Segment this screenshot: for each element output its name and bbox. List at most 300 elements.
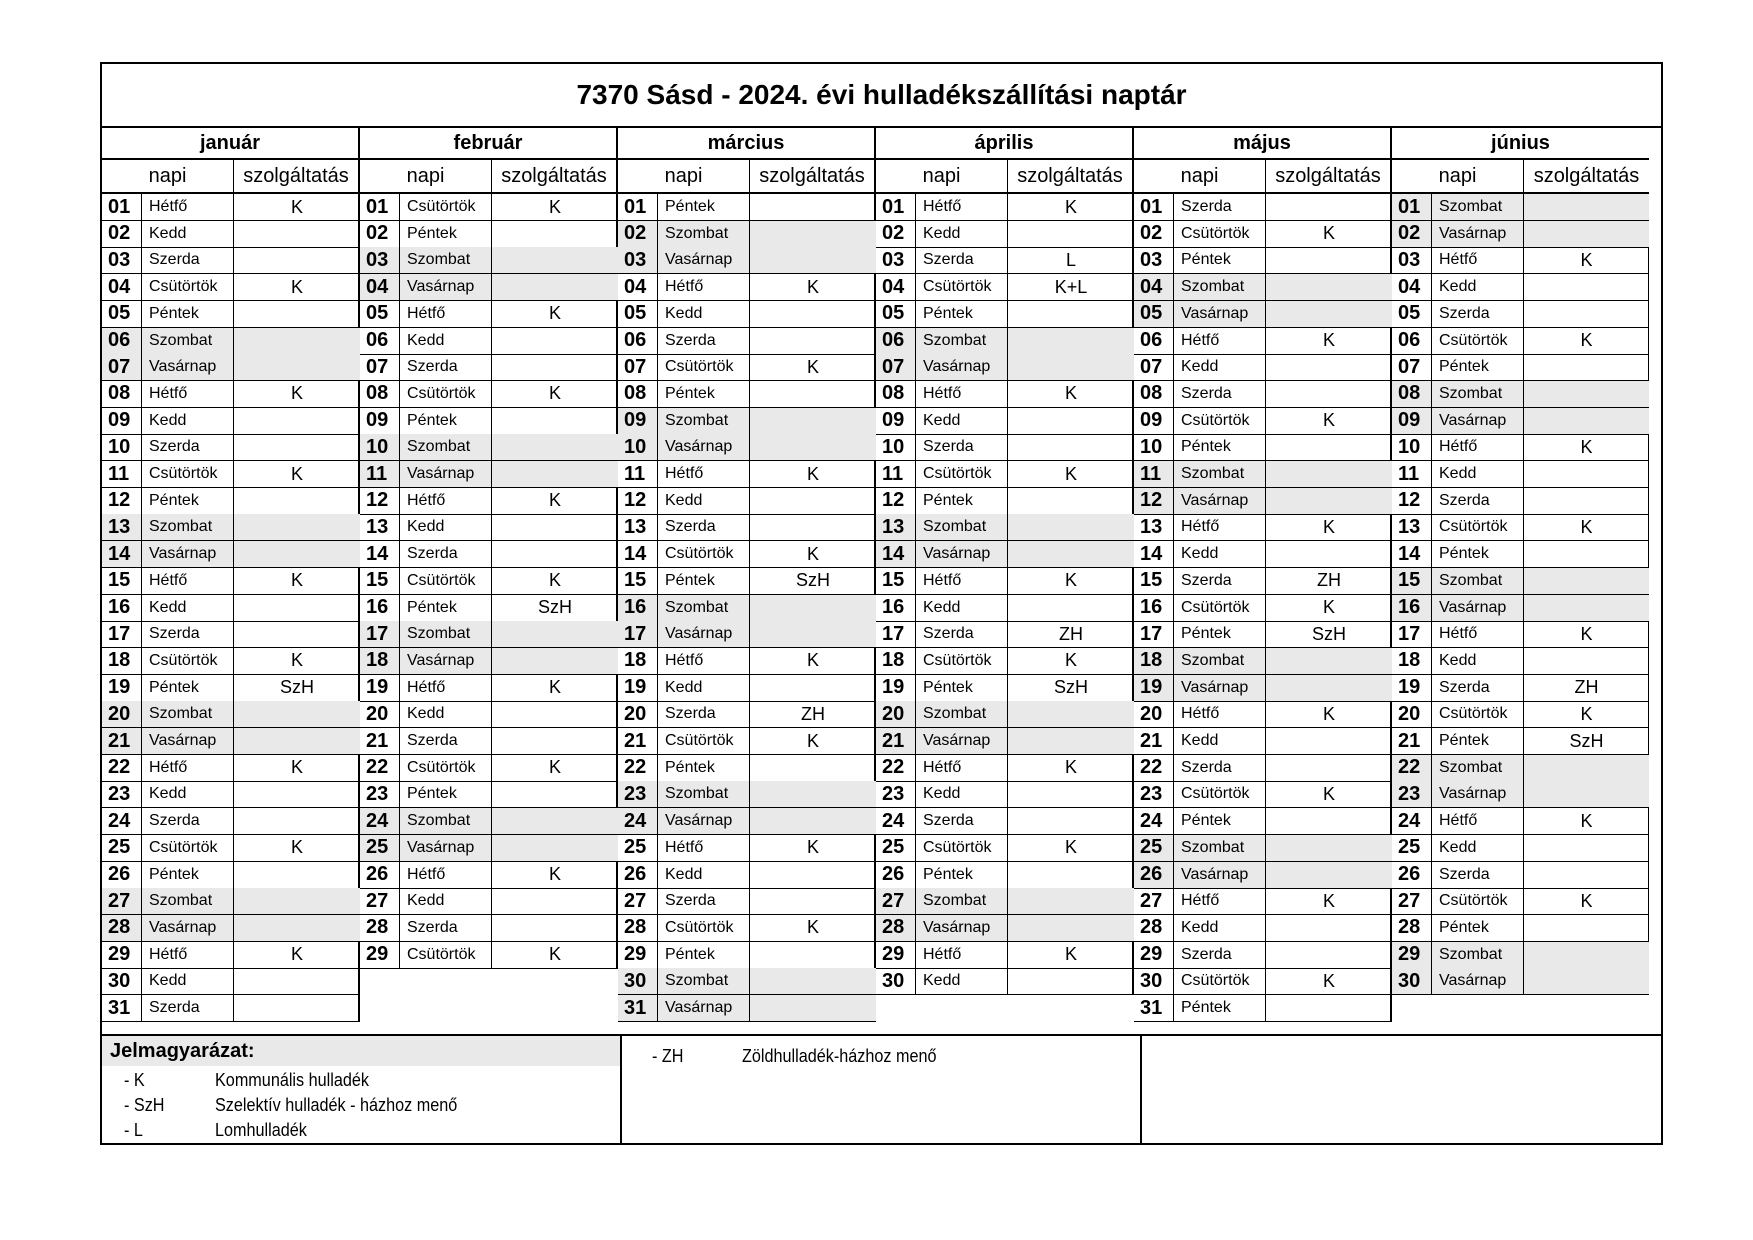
table-row — [360, 621, 618, 648]
day-number: 21 — [1392, 728, 1432, 754]
service-code — [492, 221, 618, 247]
table-row — [102, 755, 360, 782]
table-row — [102, 434, 360, 461]
table-row — [1134, 942, 1392, 969]
table-row — [102, 781, 360, 808]
service-code — [750, 595, 876, 621]
weekday-name: Péntek — [400, 408, 492, 434]
service-code — [1524, 968, 1649, 994]
service-code: K — [1064, 944, 1077, 965]
weekday-name: Kedd — [400, 514, 492, 540]
service-code: K — [1064, 570, 1077, 591]
day-number: 22 — [102, 755, 142, 781]
table-row — [1392, 942, 1649, 969]
weekday-name: Szombat — [400, 247, 492, 273]
day-number: 06 — [102, 328, 142, 354]
table-row — [618, 514, 876, 541]
day-number: 17 — [1392, 621, 1432, 647]
table-row — [876, 408, 1134, 435]
table-row — [1134, 648, 1392, 675]
table-row — [618, 942, 876, 969]
weekday-name: Kedd — [916, 781, 1008, 807]
day-number: 16 — [876, 595, 916, 621]
service-code — [1266, 461, 1392, 487]
legend-title: Jelmagyarázat: — [102, 1036, 620, 1066]
service-code — [1008, 541, 1134, 567]
table-row — [102, 488, 360, 515]
day-number: 01 — [1134, 194, 1174, 220]
service-code — [492, 621, 618, 647]
day-number: 20 — [102, 701, 142, 727]
weekday-name: Kedd — [1174, 541, 1266, 567]
legend — [102, 1034, 1661, 1145]
service-code — [234, 888, 360, 914]
day-number: 24 — [102, 808, 142, 834]
weekday-name: Szombat — [142, 514, 234, 540]
table-row — [1134, 862, 1392, 889]
weekday-name: Szerda — [1174, 755, 1266, 781]
weekday-name: Csütörtök — [658, 728, 750, 754]
service-code — [234, 781, 360, 807]
weekday-name: Hétfő — [1432, 808, 1524, 834]
day-number: 17 — [102, 621, 142, 647]
weekday-name: Csütörtök — [1432, 888, 1524, 914]
table-row — [618, 968, 876, 995]
weekday-name: Szerda — [400, 728, 492, 754]
day-number: 14 — [1392, 541, 1432, 567]
day-number: 30 — [618, 968, 658, 994]
weekday-name: Szombat — [658, 408, 750, 434]
weekday-name: Szombat — [142, 328, 234, 354]
weekday-name: Kedd — [142, 781, 234, 807]
day-number: 15 — [1392, 568, 1432, 594]
service-code — [1266, 274, 1392, 300]
weekday-name: Szombat — [916, 701, 1008, 727]
table-row — [876, 354, 1134, 381]
table-row — [102, 728, 360, 755]
weekday-name: Vasárnap — [916, 354, 1008, 380]
table-row — [1392, 862, 1649, 889]
table-row — [1392, 835, 1649, 862]
table-row — [1392, 274, 1649, 301]
table-row — [876, 221, 1134, 248]
service-code — [1008, 701, 1134, 727]
day-number: 07 — [618, 354, 658, 380]
table-row — [1134, 381, 1392, 408]
service-code: K — [1322, 330, 1335, 350]
day-number: 23 — [102, 781, 142, 807]
weekday-name: Kedd — [1174, 728, 1266, 754]
day-number: 25 — [102, 835, 142, 861]
month-name: január — [102, 128, 360, 160]
table-row — [1134, 595, 1392, 622]
service-code — [234, 488, 360, 514]
table-row — [360, 274, 618, 301]
day-number: 23 — [876, 781, 916, 807]
service-code: SzH — [1569, 730, 1604, 751]
weekday-name: Szombat — [400, 808, 492, 834]
table-row — [1134, 808, 1392, 835]
table-row — [1134, 701, 1392, 728]
service-code — [234, 301, 360, 327]
weekday-name: Péntek — [142, 862, 234, 888]
service-code — [234, 862, 360, 888]
service-code: K+L — [1054, 276, 1088, 297]
weekday-name: Vasárnap — [658, 808, 750, 834]
service-code — [1266, 808, 1392, 834]
table-row — [360, 514, 618, 541]
table-row — [876, 541, 1134, 568]
day-number: 20 — [618, 701, 658, 727]
table-row — [360, 808, 618, 835]
weekday-name: Szerda — [658, 514, 750, 540]
table-row — [102, 835, 360, 862]
weekday-name: Hétfő — [1174, 514, 1266, 540]
weekday-name: Szerda — [142, 434, 234, 460]
table-row — [102, 888, 360, 915]
service-code: K — [1322, 410, 1335, 431]
day-number: 19 — [360, 675, 400, 701]
table-row — [102, 247, 360, 274]
day-number: 08 — [876, 381, 916, 407]
weekday-name: Hétfő — [916, 568, 1008, 594]
day-number: 23 — [1134, 781, 1174, 807]
weekday-name: Szombat — [400, 434, 492, 460]
service-code: K — [1580, 623, 1593, 644]
day-number: 08 — [1134, 381, 1174, 407]
weekday-name: Hétfő — [400, 862, 492, 888]
table-row — [618, 755, 876, 782]
weekday-name: Péntek — [916, 862, 1008, 888]
day-number: 03 — [618, 247, 658, 273]
weekday-name: Szombat — [916, 328, 1008, 354]
table-row — [618, 194, 876, 221]
weekday-name: Szerda — [658, 888, 750, 914]
table-row — [618, 808, 876, 835]
table-row — [876, 728, 1134, 755]
table-row — [618, 408, 876, 435]
day-number: 06 — [876, 328, 916, 354]
service-code — [234, 247, 360, 273]
weekday-name: Szombat — [142, 701, 234, 727]
day-number: 27 — [1134, 888, 1174, 914]
day-number: 02 — [102, 221, 142, 247]
table-row — [876, 755, 1134, 782]
day-number: 17 — [876, 621, 916, 647]
service-code — [750, 434, 876, 460]
column-header-napi: napi — [360, 160, 492, 194]
service-code: K — [290, 650, 303, 671]
day-number: 01 — [618, 194, 658, 220]
day-number: 12 — [1392, 488, 1432, 514]
service-code — [1008, 328, 1134, 354]
day-number: 13 — [876, 514, 916, 540]
weekday-name: Vasárnap — [400, 274, 492, 300]
service-code: K — [1064, 196, 1077, 217]
service-code — [750, 862, 876, 888]
service-code — [1266, 648, 1392, 674]
day-number: 28 — [876, 915, 916, 941]
day-number: 28 — [1134, 915, 1174, 941]
day-number: 15 — [1134, 568, 1174, 594]
day-number: 04 — [360, 274, 400, 300]
weekday-name: Péntek — [400, 595, 492, 621]
day-number: 09 — [1392, 408, 1432, 434]
day-number: 20 — [1134, 701, 1174, 727]
table-row — [1134, 301, 1392, 328]
month-name: február — [360, 128, 618, 160]
day-number: 18 — [360, 648, 400, 674]
service-code — [1008, 888, 1134, 914]
day-number: 07 — [876, 354, 916, 380]
day-number: 09 — [360, 408, 400, 434]
day-number: 02 — [360, 221, 400, 247]
service-code — [234, 541, 360, 567]
day-number: 21 — [360, 728, 400, 754]
service-code: K — [1322, 783, 1335, 804]
weekday-name: Péntek — [1174, 995, 1266, 1021]
column-header-napi: napi — [1134, 160, 1266, 194]
service-code — [234, 328, 360, 354]
weekday-name: Kedd — [142, 595, 234, 621]
day-number: 29 — [876, 942, 916, 968]
service-code — [1008, 434, 1134, 460]
service-code — [1266, 301, 1392, 327]
weekday-name: Szerda — [142, 808, 234, 834]
day-number: 19 — [102, 675, 142, 701]
day-number: 04 — [102, 274, 142, 300]
table-row — [1392, 381, 1649, 408]
weekday-name: Kedd — [658, 301, 750, 327]
service-code — [1524, 568, 1649, 594]
weekday-name: Szerda — [1432, 862, 1524, 888]
table-row — [876, 301, 1134, 328]
weekday-name: Vasárnap — [1174, 301, 1266, 327]
day-number: 10 — [1134, 434, 1174, 460]
service-code — [234, 434, 360, 460]
service-code: SzH — [795, 570, 830, 591]
day-number: 29 — [1134, 942, 1174, 968]
table-row — [876, 888, 1134, 915]
table-row — [1134, 995, 1392, 1022]
table-row — [618, 247, 876, 274]
weekday-name: Vasárnap — [400, 461, 492, 487]
service-code — [1008, 301, 1134, 327]
weekday-name: Péntek — [658, 568, 750, 594]
table-row — [1392, 888, 1649, 915]
weekday-name: Szombat — [142, 888, 234, 914]
table-row — [618, 381, 876, 408]
service-code: K — [290, 837, 303, 858]
day-number: 29 — [102, 942, 142, 968]
table-row — [102, 915, 360, 942]
day-number: 16 — [1134, 595, 1174, 621]
day-number: 05 — [360, 301, 400, 327]
weekday-name: Kedd — [1432, 648, 1524, 674]
table-row — [876, 915, 1134, 942]
table-row — [1392, 434, 1649, 461]
service-code — [234, 221, 360, 247]
table-row — [360, 247, 618, 274]
day-number: 25 — [618, 835, 658, 861]
weekday-name: Szerda — [1174, 942, 1266, 968]
table-row — [1134, 354, 1392, 381]
service-code: L — [1065, 249, 1076, 270]
day-number: 23 — [618, 781, 658, 807]
service-code: SzH — [279, 677, 314, 698]
day-number: 12 — [876, 488, 916, 514]
weekday-name: Szombat — [1174, 461, 1266, 487]
weekday-name: Péntek — [1174, 247, 1266, 273]
weekday-name: Vasárnap — [1432, 408, 1524, 434]
day-number: 23 — [360, 781, 400, 807]
day-number: 27 — [360, 888, 400, 914]
weekday-name: Vasárnap — [1174, 675, 1266, 701]
service-code: K — [1322, 223, 1335, 244]
service-code — [492, 781, 618, 807]
weekday-name: Csütörtök — [1174, 408, 1266, 434]
weekday-name: Kedd — [1432, 835, 1524, 861]
day-number: 31 — [618, 995, 658, 1021]
day-number: 20 — [1392, 701, 1432, 727]
service-code: K — [1580, 516, 1593, 537]
table-row — [1392, 728, 1649, 755]
table-row — [1392, 968, 1649, 995]
table-row — [360, 221, 618, 248]
day-number: 13 — [102, 514, 142, 540]
day-number: 30 — [1392, 968, 1432, 994]
day-number: 15 — [102, 568, 142, 594]
day-number: 13 — [360, 514, 400, 540]
table-row — [876, 595, 1134, 622]
table-row — [876, 461, 1134, 488]
weekday-name: Csütörtök — [658, 354, 750, 380]
weekday-name: Péntek — [658, 381, 750, 407]
weekday-name: Csütörtök — [400, 381, 492, 407]
weekday-name: Péntek — [142, 301, 234, 327]
weekday-name: Vasárnap — [658, 621, 750, 647]
weekday-name: Kedd — [916, 968, 1008, 994]
service-code: K — [1580, 436, 1593, 457]
service-code — [234, 995, 360, 1021]
table-row — [1392, 781, 1649, 808]
weekday-name: Kedd — [142, 221, 234, 247]
table-row — [618, 354, 876, 381]
weekday-name: Hétfő — [916, 194, 1008, 220]
day-number: 08 — [102, 381, 142, 407]
table-row — [1392, 648, 1649, 675]
service-code — [1266, 354, 1392, 380]
day-number: 02 — [1392, 221, 1432, 247]
service-code — [1266, 755, 1392, 781]
day-number: 19 — [618, 675, 658, 701]
service-code: K — [1064, 463, 1077, 484]
table-row — [360, 781, 618, 808]
service-code — [1524, 648, 1649, 674]
service-code — [234, 621, 360, 647]
day-number: 27 — [618, 888, 658, 914]
weekday-name: Péntek — [916, 488, 1008, 514]
day-number: 04 — [1134, 274, 1174, 300]
table-row — [876, 381, 1134, 408]
day-number: 18 — [618, 648, 658, 674]
service-code — [234, 595, 360, 621]
weekday-name: Vasárnap — [916, 728, 1008, 754]
day-number: 23 — [1392, 781, 1432, 807]
service-code — [1524, 354, 1649, 380]
service-code — [1266, 381, 1392, 407]
service-code: K — [806, 730, 819, 751]
table-row — [1392, 461, 1649, 488]
table-row — [618, 728, 876, 755]
weekday-name: Hétfő — [400, 301, 492, 327]
table-row — [618, 301, 876, 328]
service-code — [492, 354, 618, 380]
weekday-name: Kedd — [400, 888, 492, 914]
weekday-name: Szerda — [658, 701, 750, 727]
service-code — [1524, 194, 1649, 220]
weekday-name: Péntek — [658, 942, 750, 968]
weekday-name: Szombat — [1432, 942, 1524, 968]
service-code: K — [290, 944, 303, 965]
service-code — [1008, 595, 1134, 621]
weekday-name: Vasárnap — [1174, 488, 1266, 514]
weekday-name: Szombat — [916, 888, 1008, 914]
table-row — [1392, 701, 1649, 728]
day-number: 24 — [876, 808, 916, 834]
service-code: K — [548, 864, 561, 884]
table-row — [360, 488, 618, 515]
table-row — [876, 621, 1134, 648]
legend-desc-l: Lomhulladék — [215, 1120, 307, 1140]
table-row — [876, 942, 1134, 969]
service-code: K — [1580, 810, 1593, 831]
legend-left — [102, 1036, 622, 1145]
table-row — [1134, 755, 1392, 782]
weekday-name: Csütörtök — [142, 274, 234, 300]
service-code — [1524, 755, 1649, 781]
table-row — [102, 568, 360, 595]
day-number: 18 — [1392, 648, 1432, 674]
day-number: 02 — [876, 221, 916, 247]
service-code: K — [806, 917, 819, 938]
table-row — [360, 434, 618, 461]
service-code — [750, 408, 876, 434]
table-row — [618, 274, 876, 301]
day-number: 09 — [618, 408, 658, 434]
weekday-name: Hétfő — [916, 755, 1008, 781]
service-code: K — [806, 650, 819, 671]
service-code — [1266, 862, 1392, 888]
table-row — [102, 648, 360, 675]
column-header-szolgaltatas: szolgáltatás — [1008, 160, 1134, 194]
day-number: 29 — [618, 942, 658, 968]
weekday-name: Vasárnap — [142, 354, 234, 380]
table-row — [102, 301, 360, 328]
table-row — [1392, 221, 1649, 248]
table-row — [1392, 808, 1649, 835]
day-number: 03 — [876, 247, 916, 273]
weekday-name: Vasárnap — [1432, 968, 1524, 994]
service-code — [750, 968, 876, 994]
table-row — [876, 835, 1134, 862]
weekday-name: Hétfő — [142, 755, 234, 781]
service-code: K — [1322, 970, 1335, 991]
service-code — [1524, 221, 1649, 247]
weekday-name: Hétfő — [400, 488, 492, 514]
weekday-name: Szombat — [1432, 381, 1524, 407]
service-code — [492, 274, 618, 300]
